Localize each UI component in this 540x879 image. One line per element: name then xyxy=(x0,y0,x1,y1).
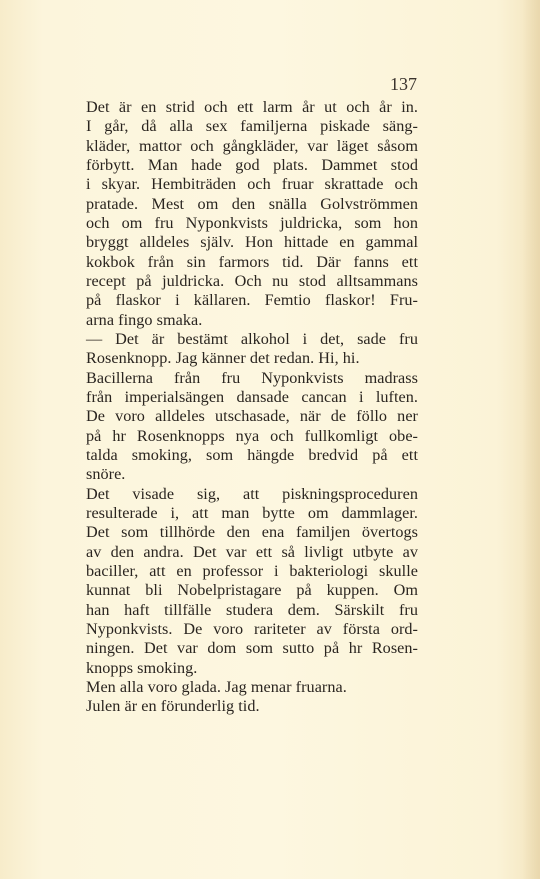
text-line: han haft tillfälle studera dem. Särskilt fru xyxy=(86,600,418,619)
text-line: baciller, att en professor i bakteriologi skulle xyxy=(86,561,418,580)
text-line: I går, då alla sex familjerna piskade säng- xyxy=(86,117,418,136)
text-line: på hr Rosenknopps nya och fullkomligt obe- xyxy=(86,426,418,445)
text-line: Bacillerna från fru Nyponkvists madrass xyxy=(86,368,418,387)
text-line: snöre. xyxy=(86,465,126,484)
text-line: Det är en strid och ett larm år ut och år in. xyxy=(86,98,418,116)
text-line: Nyponkvists. De voro rariteter av första ord- xyxy=(86,619,418,638)
text-line: pratade. Mest om den snälla Golvströmmen xyxy=(86,194,418,213)
text-line: knopps smoking. xyxy=(86,658,198,677)
text-line: resulterade i, att man bytte om dammlager. xyxy=(86,503,418,522)
text-line: kläder, mattor och gångkläder, var läget såsom xyxy=(86,136,418,155)
body-text xyxy=(86,98,418,717)
text-line: Rosenknopp. Jag känner det redan. Hi, hi. xyxy=(86,349,360,368)
text-line: arna fingo smaka. xyxy=(86,310,203,329)
page-number: 137 xyxy=(390,74,417,94)
text-line: Det visade sig, att piskningsproceduren xyxy=(86,484,418,503)
text-line: ningen. Det var dom som sutto på hr Rosen- xyxy=(86,639,418,658)
text-line: bryggt alldeles själv. Hon hittade en gammal xyxy=(86,233,418,252)
text-line: av den andra. Det var ett så livligt utbyte av xyxy=(86,542,418,561)
text-line: Men alla voro glada. Jag menar fruarna. xyxy=(86,677,347,696)
text-line: på flaskor i källaren. Femtio flaskor! Fru- xyxy=(86,291,418,310)
text-line: och om fru Nyponkvists juldricka, som hon xyxy=(86,213,418,232)
text-line: kokbok från sin farmors tid. Där fanns ett xyxy=(86,252,418,271)
text-line: i skyar. Hembiträden och fruar skrattade och xyxy=(86,175,418,194)
text-line: kunnat bli Nobelpristagare på kuppen. Om xyxy=(86,581,418,600)
text-line: recept på juldricka. Och nu stod alltsammans xyxy=(86,271,418,290)
text-line: från imperialsängen dansade cancan i luften. xyxy=(86,387,418,406)
text-line: — Det är bestämt alkohol i det, sade fru xyxy=(86,329,418,348)
text-line: förbytt. Man hade god plats. Dammet stod xyxy=(86,155,418,174)
text-line: Julen är en förunderlig tid. xyxy=(86,697,260,716)
text-line: De voro alldeles utschasade, när de föllo ner xyxy=(86,407,418,426)
text-line: talda smoking, som hängde bredvid på ett xyxy=(86,445,418,464)
text-line: Det som tillhörde den ena familjen övertogs xyxy=(86,523,418,542)
page-edge-shading xyxy=(522,0,540,879)
